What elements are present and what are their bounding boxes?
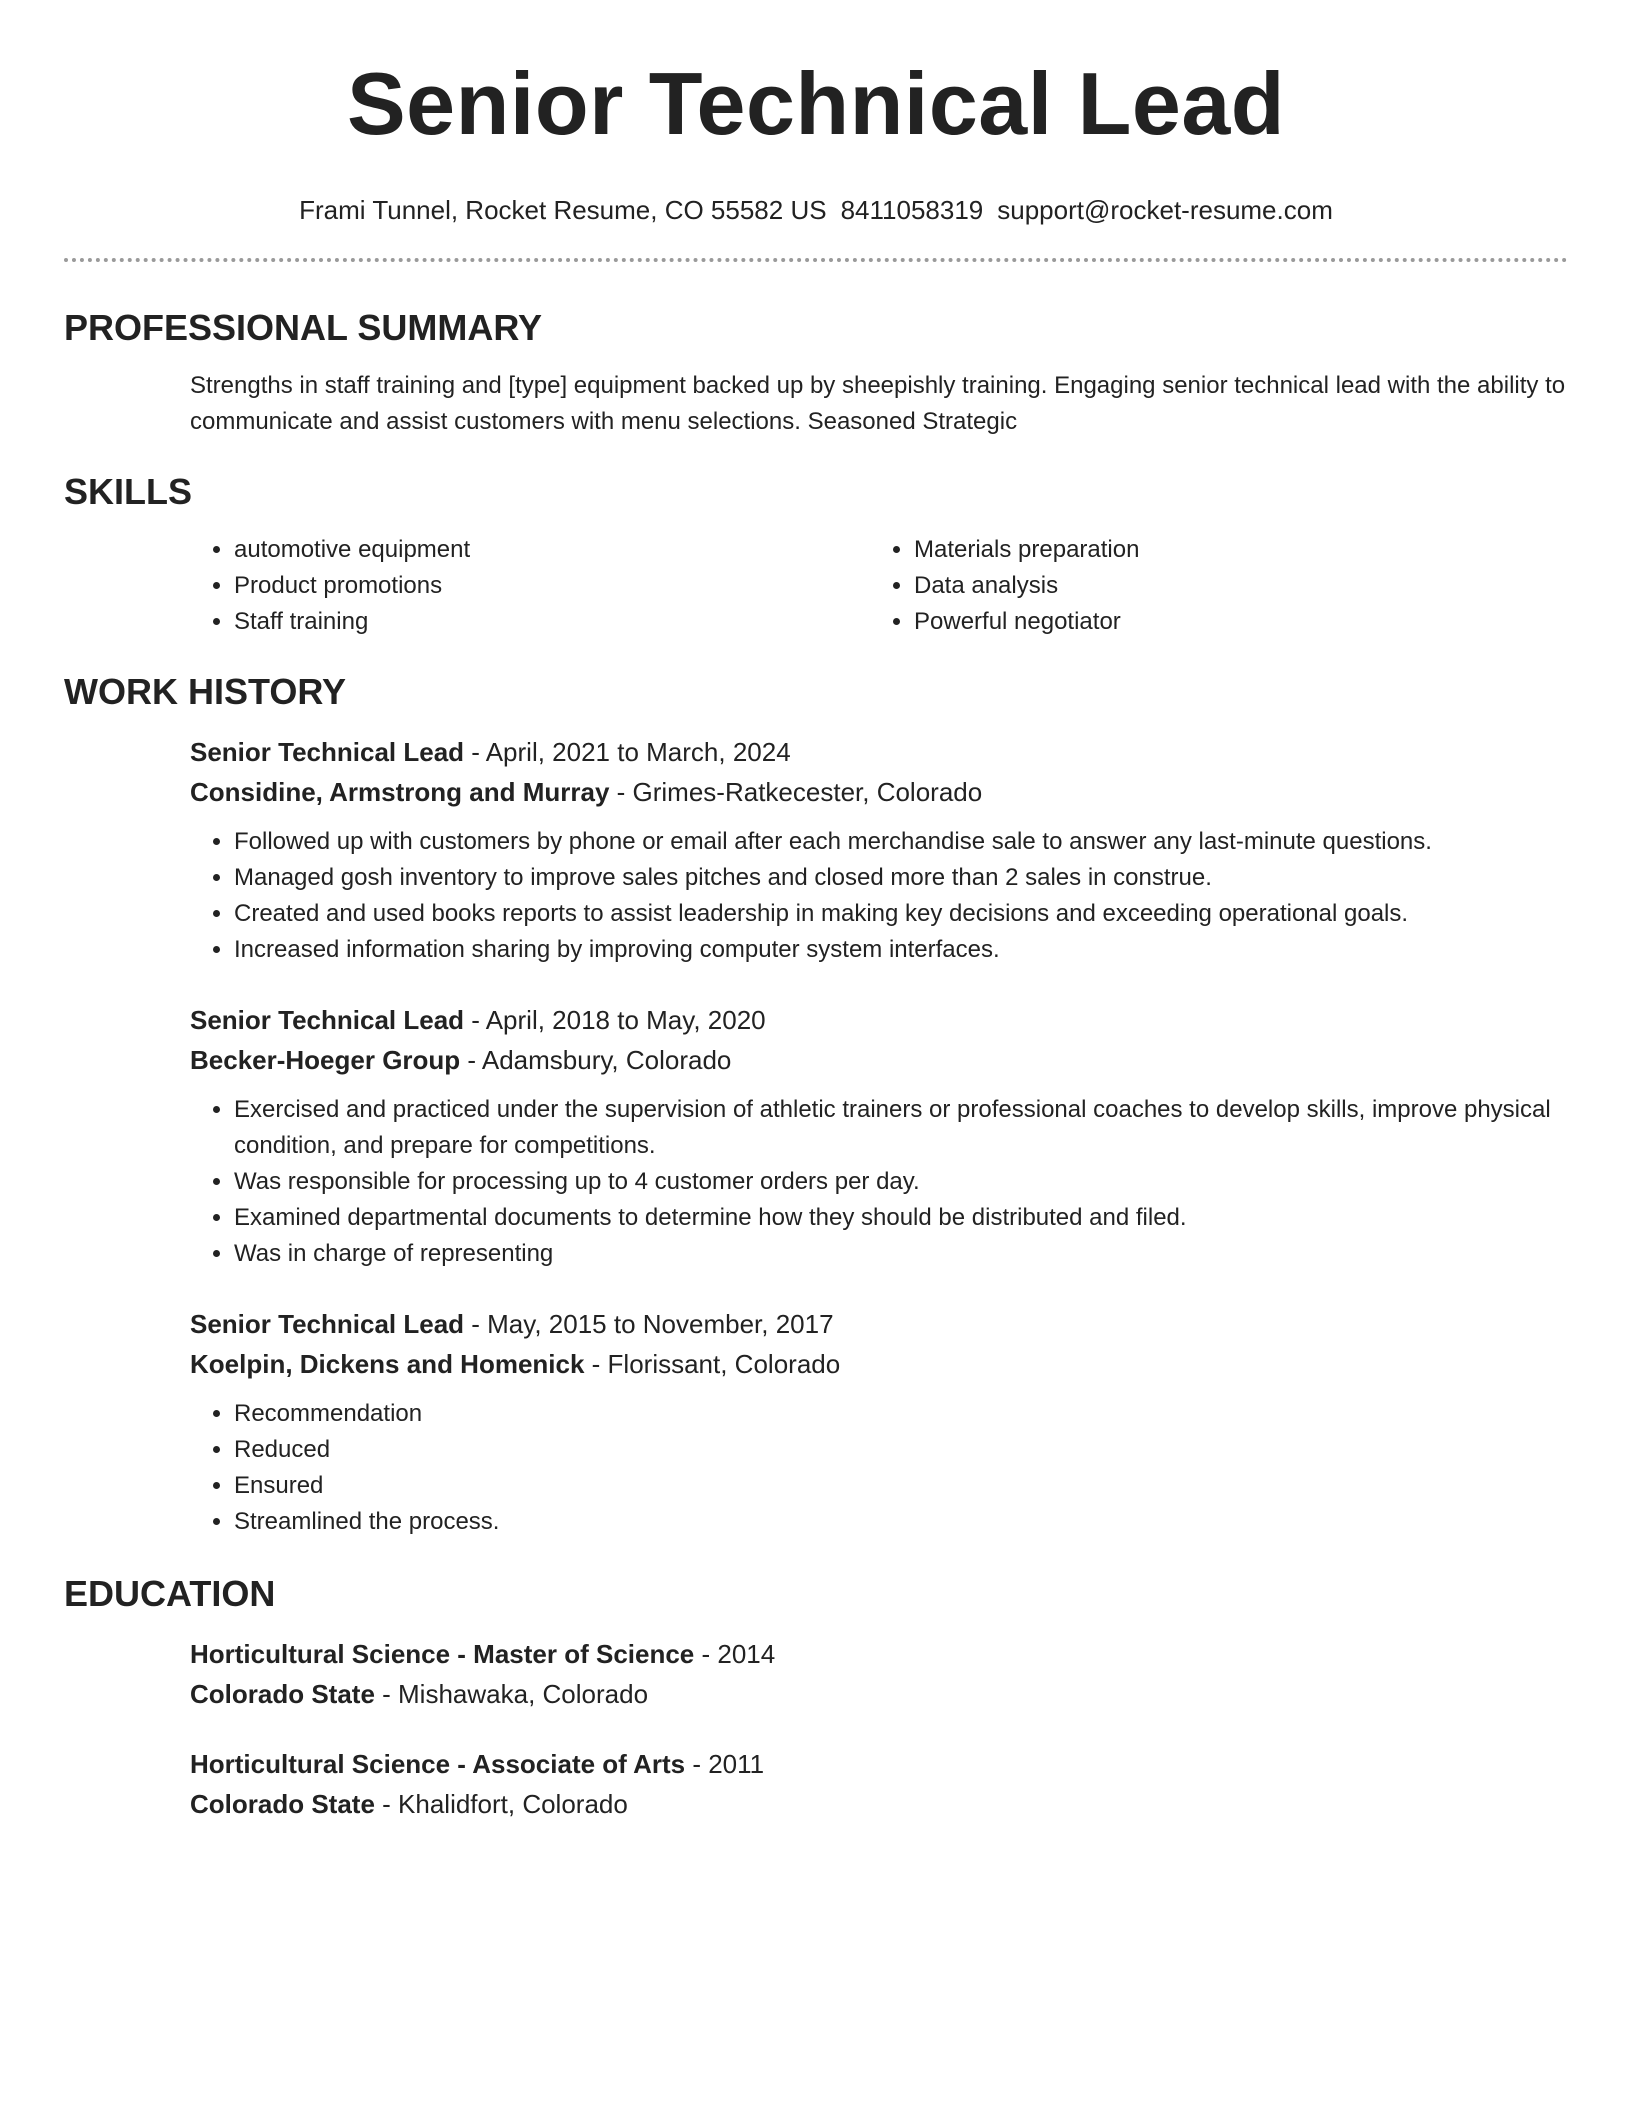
edu-degree-line <box>190 1634 1568 1674</box>
job-company: Koelpin, Dickens and Homenick <box>190 1349 585 1379</box>
work-section <box>64 670 1568 1540</box>
job-role: Senior Technical Lead <box>190 1309 465 1339</box>
job-title-line <box>190 1000 1568 1040</box>
resume-header <box>64 0 1568 262</box>
job-company: Considine, Armstrong and Murray <box>190 777 610 807</box>
skills-heading: SKILLS <box>64 471 193 512</box>
edu-school-line <box>190 1674 1568 1714</box>
job-entry <box>190 1000 1568 1272</box>
list-item: • Managed gosh inventory to improve sales pitches and closed more than 2 sales in construe. <box>234 860 1568 896</box>
job-location: - Florissant, Colorado <box>584 1349 841 1379</box>
list-item: • Product promotions <box>234 568 870 604</box>
list-item: • Ensured <box>234 1468 1568 1504</box>
list-item: • Staff training <box>234 604 870 640</box>
contact-phone: 8411058319 <box>840 195 984 225</box>
job-company-line <box>190 1040 1568 1080</box>
summary-text: Strengths in staff training and [type] equipment backed up by sheepishly training. Engaging senior technical lead with the ability to communicate and assist customers with menu selections. Seasoned Strategic <box>190 372 1566 435</box>
job-bullets <box>190 824 1568 968</box>
candidate-name: Senior Technical Lead <box>346 54 1286 153</box>
job-location: - Grimes-Ratkecester, Colorado <box>609 777 983 807</box>
edu-year: - 2011 <box>685 1749 765 1779</box>
list-item: • Streamlined the process. <box>234 1504 1568 1540</box>
list-item: • Created and used books reports to assist leadership in making key decisions and exceeding operational goals. <box>234 896 1568 932</box>
job-bullets <box>190 1092 1568 1272</box>
list-item: • Powerful negotiator <box>914 604 1550 640</box>
education-heading: EDUCATION <box>64 1573 276 1614</box>
summary-section <box>64 306 1568 440</box>
skills-grid <box>190 532 1568 640</box>
skills-section <box>64 470 1568 640</box>
edu-year: - 2014 <box>694 1639 776 1669</box>
job-location: - Adamsbury, Colorado <box>460 1045 732 1075</box>
list-item: • Examined departmental documents to determine how they should be distributed and filed. <box>234 1200 1568 1236</box>
list-item: • Reduced <box>234 1432 1568 1468</box>
edu-location: - Mishawaka, Colorado <box>374 1679 649 1709</box>
job-dates: - May, 2015 to November, 2017 <box>464 1309 834 1339</box>
job-dates: - April, 2021 to March, 2024 <box>464 737 791 767</box>
education-body <box>190 1634 1568 1824</box>
edu-school: Colorado State <box>190 1789 375 1819</box>
job-role: Senior Technical Lead <box>190 1005 465 1035</box>
edu-degree: Horticultural Science - Associate of Arts <box>190 1749 686 1779</box>
list-item: • automotive equipment <box>234 532 870 568</box>
work-heading: WORK HISTORY <box>64 671 347 712</box>
job-role: Senior Technical Lead <box>190 737 465 767</box>
edu-school: Colorado State <box>190 1679 375 1709</box>
education-section <box>64 1572 1568 1824</box>
contact-line <box>64 194 1568 226</box>
skills-list-left <box>190 532 870 640</box>
list-item: • Exercised and practiced under the supervision of athletic trainers or professional coaches to develop skills, improve physical condition, and prepare for competitions. <box>234 1092 1568 1164</box>
job-title-line <box>190 732 1568 772</box>
job-company: Becker-Hoeger Group <box>190 1045 461 1075</box>
edu-school-line <box>190 1784 1568 1824</box>
education-entry <box>190 1634 1568 1714</box>
summary-body <box>190 368 1568 440</box>
edu-degree-line <box>190 1744 1568 1784</box>
contact-address: Frami Tunnel, Rocket Resume, CO 55582 US <box>299 195 827 225</box>
job-title-line <box>190 1304 1568 1344</box>
job-entry <box>190 732 1568 968</box>
job-dates: - April, 2018 to May, 2020 <box>464 1005 766 1035</box>
skills-list-right <box>870 532 1550 640</box>
contact-email: support@rocket-resume.com <box>997 195 1333 225</box>
list-item: • Data analysis <box>914 568 1550 604</box>
work-body <box>190 732 1568 1540</box>
job-company-line <box>190 1344 1568 1384</box>
list-item: • Materials preparation <box>914 532 1550 568</box>
header-divider <box>64 258 1568 262</box>
job-bullets <box>190 1396 1568 1540</box>
summary-heading: PROFESSIONAL SUMMARY <box>64 307 543 348</box>
edu-location: - Khalidfort, Colorado <box>374 1789 628 1819</box>
list-item: • Increased information sharing by improving computer system interfaces. <box>234 932 1568 968</box>
list-item: • Followed up with customers by phone or email after each merchandise sale to answer any last-minute questions. <box>234 824 1568 860</box>
skills-body <box>190 532 1568 640</box>
job-entry <box>190 1304 1568 1540</box>
list-item: • Recommendation <box>234 1396 1568 1432</box>
list-item: • Was responsible for processing up to 4 customer orders per day. <box>234 1164 1568 1200</box>
education-entry <box>190 1744 1568 1824</box>
edu-degree: Horticultural Science - Master of Science <box>190 1639 695 1669</box>
job-company-line <box>190 772 1568 812</box>
list-item: • Was in charge of representing <box>234 1236 1568 1272</box>
